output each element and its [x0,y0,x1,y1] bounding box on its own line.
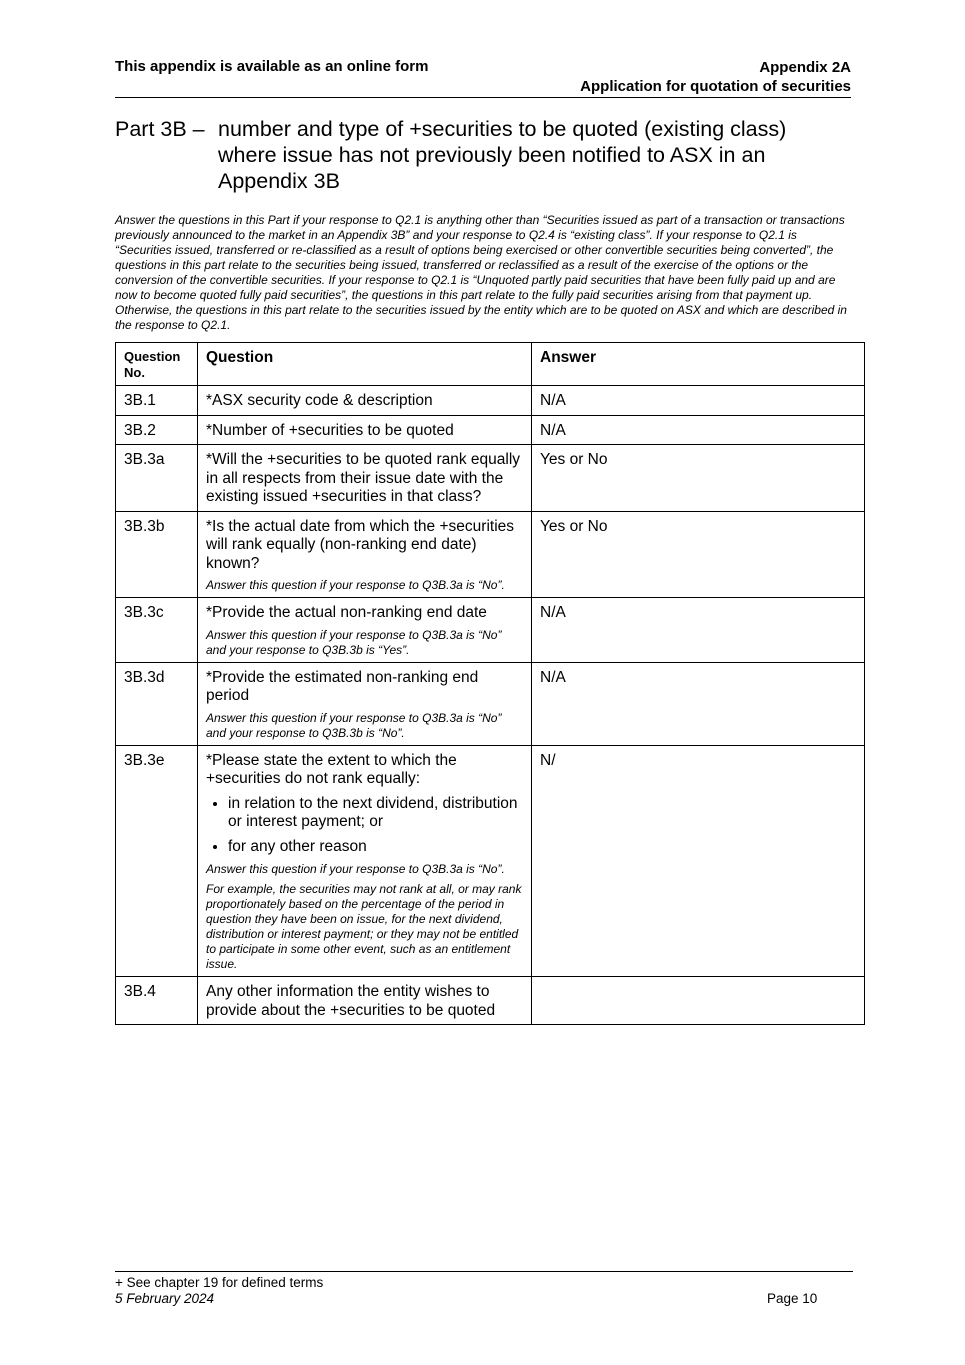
answer-cell[interactable] [532,977,865,1025]
header-appendix-subtitle: Application for quotation of securities [580,78,851,95]
footer-divider [115,1271,853,1272]
question-text: *Number of +securities to be quoted [198,415,532,445]
header-online-form-note: This appendix is available as an online form [115,58,429,75]
table-row [116,511,865,598]
question-note: Answer this question if your response to Q3B.3a is “No”. [206,578,505,592]
question-number: 3B.2 [116,415,198,445]
table-row [116,662,865,745]
page-number: Page 10 [767,1291,818,1306]
answer-cell[interactable]: N/A [532,386,865,416]
table-row [116,445,865,512]
question-cell [198,511,532,598]
header-appendix-title [580,58,851,96]
question-text: *Provide the estimated non-ranking end period [206,668,479,704]
table-row [116,745,865,977]
question-number: 3B.3b [116,511,198,598]
answer-cell[interactable]: N/A [532,415,865,445]
part-number: Part 3B – [115,117,205,141]
question-note: Answer this question if your response to Q3B.3a is “No” and your response to Q3B.3b is “No”. [206,710,502,740]
question-text: *ASX security code & description [198,386,532,416]
page-header [115,58,851,98]
question-note: Answer this question if your response to Q3B.3a is “No” and your response to Q3B.3b is “Yes”. [206,627,502,657]
table-row [116,386,865,416]
header-answer: Answer [532,343,865,386]
question-number: 3B.3c [116,598,198,663]
table-row [116,415,865,445]
answer-cell[interactable]: N/A [532,662,865,745]
bullet-item: • for any other reason [228,838,523,857]
question-number: 3B.4 [116,977,198,1025]
footer-terms-note: + See chapter 19 for defined terms [115,1275,324,1290]
question-number: 3B.3d [116,662,198,745]
question-cell [198,662,532,745]
part-title: number and type of +securities to be quoted (existing class) where issue has not previously been notified to ASX in an Appendix 3B [218,117,787,193]
question-text: *Is the actual date from which the +securities will rank equally (non-ranking end date) known? [206,517,515,572]
questions-table [115,342,865,1025]
footer-date: 5 February 2024 [115,1291,215,1306]
question-number: 3B.3e [116,745,198,977]
bullet-item: • in relation to the next dividend, distribution or interest payment; or [228,795,523,832]
header-appendix-number: Appendix 2A [759,59,851,76]
question-cell [198,745,532,977]
answer-cell[interactable]: N/A [532,598,865,663]
question-bullets [206,795,523,857]
footer-left [115,1275,323,1307]
answer-cell[interactable]: N/ [532,745,865,977]
question-text: *Provide the actual non-ranking end date [206,604,487,621]
part-instructions: Answer the questions in this Part if your response to Q2.1 is anything other than “Securities issued as part of a transaction or transactions previously announced to the market in an Appendix 3B” and your response to Q2.4 is “existing class”. If your response to Q2.1 is “Securities issued, transferred or re-classified as a result of options being exercised or other convertible securities being converted”, the questions in this part relate to the securities being issued, transferred or reclassified as a result of the exercise of the options or the conversion of the convertible securities. If your response to Q2.1 is “Unquoted partly paid securities that have been fully paid up and are now to become quoted fully paid securities”, the questions in this part relate to the fully paid securities arising from that payment up. Otherwise, the questions in this part relate to the securities issued by the entity which are to be quoted on ASX and which are described in the response to Q2.1. [115,213,847,332]
question-example-note: For example, the securities may not rank at all, or may rank proportionately based on the percentage of the period in question they have been on issue, for the next dividend, distribution or interest payment; or they may not be entitled to participate in some other event, such as an entitlement issue. [206,882,522,971]
question-note: Answer this question if your response to Q3B.3a is “No”. [206,862,505,876]
question-text: *Will the +securities to be quoted rank equally in all respects from their issue date with the existing issued +securities in that class? [198,445,532,512]
question-number: 3B.3a [116,445,198,512]
table-header-row [116,343,865,386]
question-text: *Please state the extent to which the +securities do not rank equally: [206,751,457,787]
table-row [116,977,865,1025]
question-number: 3B.1 [116,386,198,416]
answer-cell[interactable]: Yes or No [532,511,865,598]
header-question: Question [198,343,532,386]
question-cell [198,598,532,663]
answer-cell[interactable]: Yes or No [532,445,865,512]
table-row [116,598,865,663]
header-question-number: Question No. [116,343,198,386]
question-text: Any other information the entity wishes to provide about the +securities to be quoted [198,977,532,1025]
